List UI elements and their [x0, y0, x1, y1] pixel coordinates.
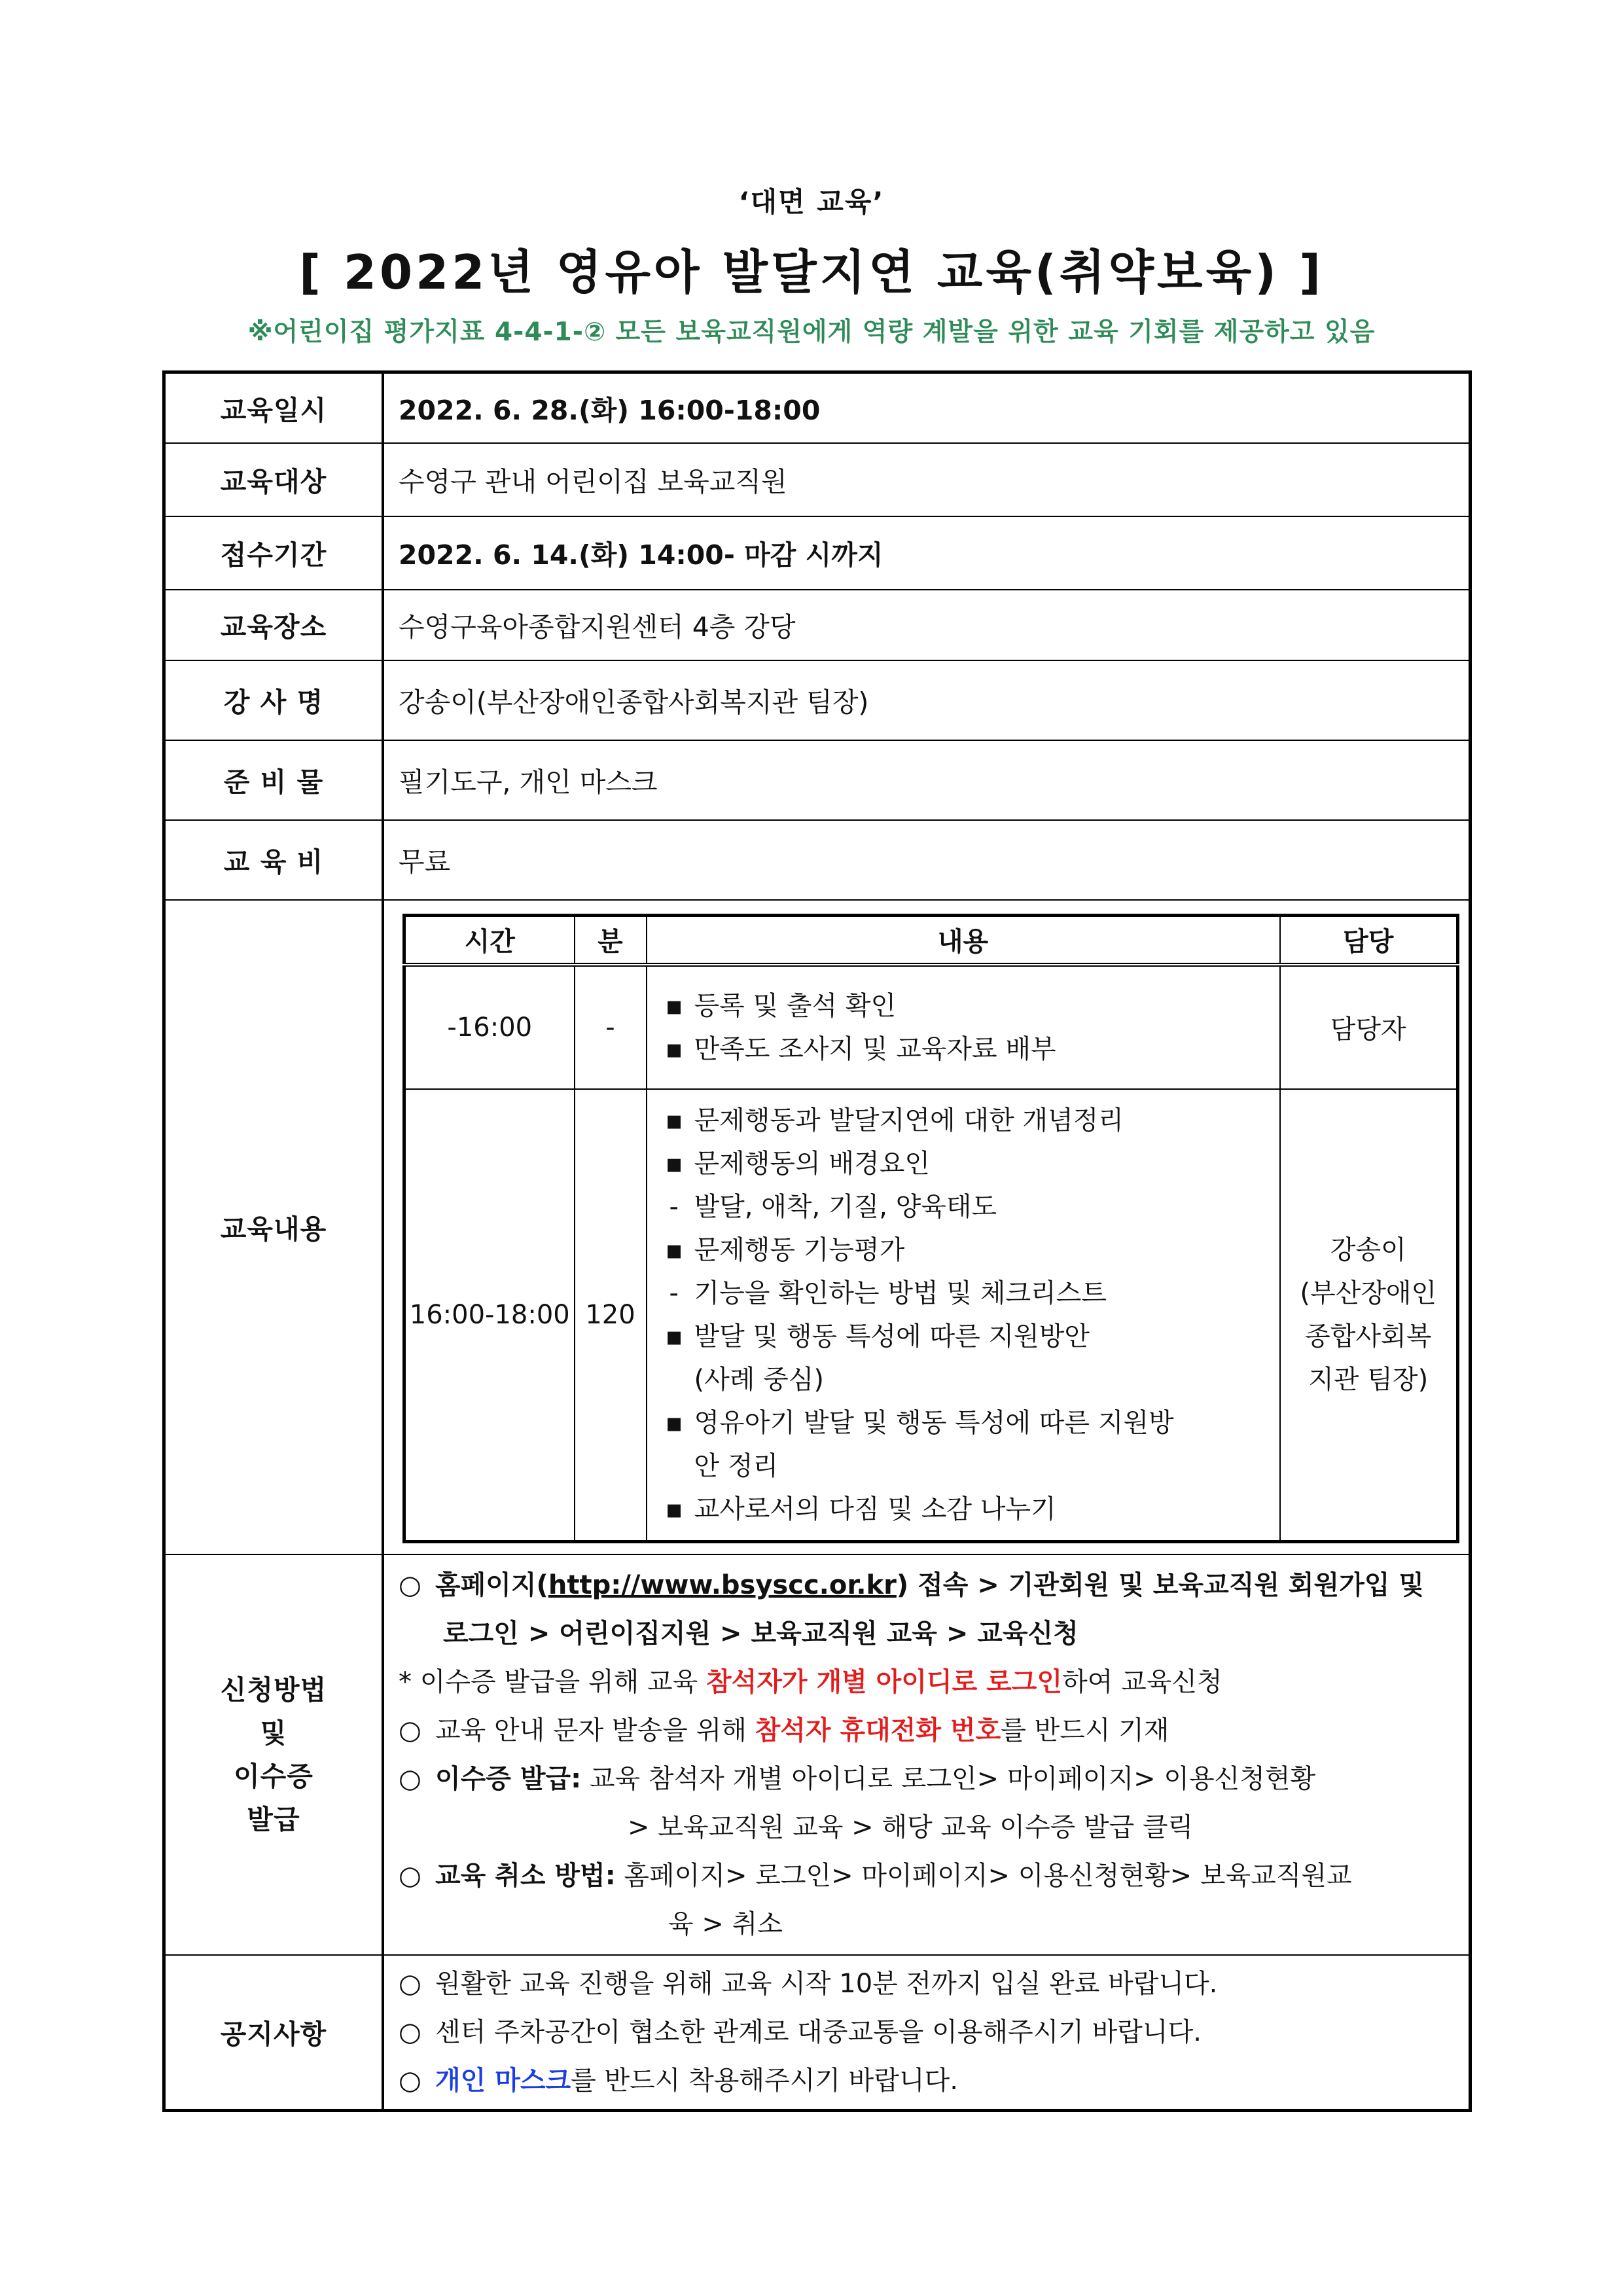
apply-text: 교육 참석자 개별 아이디로 로그인> 마이페이지> 이용신청현황 — [581, 1763, 1316, 1794]
apply-line — [399, 1561, 1454, 1609]
apply-line — [399, 1755, 1454, 1803]
list-item: ▪ 발달 및 행동 특성에 따른 지원방안 — [664, 1315, 1269, 1358]
apply-text: 홈페이지> 로그인> 마이페이지> 이용신청현황> 보육교직원교 — [615, 1860, 1352, 1891]
apply-text: 홈페이지( — [435, 1570, 548, 1600]
col-content-header: 내용 — [647, 915, 1280, 965]
date-value: 2022. 6. 28.(화) 16:00-18:00 — [383, 372, 1471, 443]
list-item-continuation: (사례 중심) — [694, 1364, 824, 1395]
row-content — [164, 900, 1471, 1554]
list-item: ▪ 만족도 조사지 및 교육자료 배부 — [664, 1028, 1269, 1071]
circle-bullet-icon: ○ — [399, 1968, 421, 1999]
schedule-row — [404, 965, 1458, 1089]
content-list — [664, 984, 1269, 1071]
mask-highlight: 개인 마스크 — [435, 2065, 571, 2096]
fee-value: 무료 — [383, 820, 1471, 900]
supplies-label: 준 비 물 — [164, 740, 383, 820]
row-fee — [164, 820, 1471, 900]
list-item: ▪ 교사로서의 다짐 및 소감 나누기 — [664, 1488, 1269, 1531]
notice-text: 원활한 교육 진행을 위해 교육 시작 10분 전까지 입실 완료 바랍니다. — [435, 1968, 1218, 1999]
apply-line: > 보육교직원 교육 > 해당 교육 이수증 발급 클릭 — [628, 1812, 1194, 1842]
list-item: ▪ 문제행동 기능평가 — [664, 1229, 1269, 1272]
apply-label-line: 발급 — [247, 1803, 300, 1835]
row-lecturer — [164, 660, 1471, 740]
schedule-owner: 담당자 — [1280, 965, 1458, 1089]
notice-label: 공지사항 — [164, 1955, 383, 2111]
content-list — [664, 1099, 1269, 1531]
circle-bullet-icon: ○ — [399, 1715, 421, 1746]
row-date — [164, 372, 1471, 443]
cancel-heading: 교육 취소 방법: — [435, 1860, 616, 1891]
registration-value: 2022. 6. 14.(화) 14:00- 마감 시까지 — [383, 516, 1471, 590]
certificate-heading: 이수증 발급: — [435, 1763, 582, 1794]
list-sub-item: - 발달, 애착, 기질, 양육태도 — [664, 1185, 1269, 1229]
owner-line: (부산장애인 — [1300, 1278, 1437, 1308]
row-apply — [164, 1554, 1471, 1955]
apply-text: 교육 안내 문자 발송을 위해 — [435, 1715, 755, 1746]
row-notice — [164, 1955, 1471, 2111]
schedule-header-row — [404, 915, 1458, 965]
highlight-text: 참석자 휴대전화 번호 — [755, 1715, 1001, 1746]
notice-line — [399, 1960, 1454, 2008]
apply-line: 육 > 취소 — [668, 1909, 783, 1939]
owner-line: 강송이 — [1330, 1234, 1406, 1265]
schedule-cell — [383, 900, 1471, 1554]
apply-label-line: 및 — [260, 1717, 287, 1749]
col-time-header: 시간 — [404, 915, 575, 965]
apply-label-line: 신청방법 — [220, 1674, 327, 1706]
apply-text: ) 접속 > 기관회원 및 보육교직원 회원가입 및 — [896, 1570, 1425, 1600]
schedule-time: -16:00 — [404, 965, 575, 1089]
circle-bullet-icon: ○ — [399, 1860, 421, 1891]
apply-label — [164, 1554, 383, 1955]
apply-line — [399, 1852, 1454, 1900]
schedule-table — [402, 914, 1459, 1543]
list-item: ▪ 문제행동의 배경요인 — [664, 1142, 1269, 1185]
col-minutes-header: 분 — [575, 915, 647, 965]
fee-label: 교 육 비 — [164, 820, 383, 900]
target-value: 수영구 관내 어린이집 보육교직원 — [383, 443, 1471, 516]
registration-label: 접수기간 — [164, 516, 383, 590]
row-supplies — [164, 740, 1471, 820]
page-title: [ 2022년 영유아 발달지연 교육(취약보육) ] — [298, 245, 1325, 300]
list-item-continuation: 안 정리 — [694, 1450, 779, 1481]
content-label: 교육내용 — [164, 900, 383, 1554]
place-label: 교육장소 — [164, 590, 383, 660]
list-item: ▪ 등록 및 출석 확인 — [664, 984, 1269, 1028]
schedule-content — [647, 965, 1280, 1089]
col-owner-header: 담당 — [1280, 915, 1458, 965]
apply-label-line: 이수증 — [234, 1760, 313, 1792]
date-label: 교육일시 — [164, 372, 383, 443]
place-value: 수영구육아종합지원센터 4층 강당 — [383, 590, 1471, 660]
circle-bullet-icon: ○ — [399, 2017, 421, 2047]
apply-line — [399, 1706, 1454, 1755]
target-label: 교육대상 — [164, 443, 383, 516]
schedule-content — [647, 1089, 1280, 1542]
notice-text: 를 반드시 착용해주시기 바랍니다. — [571, 2065, 958, 2096]
education-info-table — [162, 370, 1472, 2112]
evaluation-note: ※어린이집 평가지표 4-4-1-② 모든 보육교직원에게 역량 계발을 위한 교육 기회를 제공하고 있음 — [247, 317, 1376, 347]
notice-line — [399, 2056, 1454, 2105]
lecturer-label: 강 사 명 — [164, 660, 383, 740]
owner-line: 종합사회복 — [1305, 1321, 1432, 1352]
apply-text: * 이수증 발급을 위해 교육 — [399, 1666, 706, 1697]
apply-text: 하여 교육신청 — [1062, 1666, 1222, 1697]
schedule-owner — [1280, 1089, 1458, 1542]
apply-line — [399, 1658, 1454, 1706]
schedule-minutes: 120 — [575, 1089, 647, 1542]
apply-cell — [383, 1554, 1471, 1955]
homepage-link[interactable]: http://www.bsyscc.or.kr — [548, 1570, 897, 1600]
list-item: ▪ 영유아기 발달 및 행동 특성에 따른 지원방 — [664, 1401, 1269, 1444]
circle-bullet-icon: ○ — [399, 2065, 421, 2096]
notice-line — [399, 2008, 1454, 2056]
apply-line: 로그인 > 어린이집지원 > 보육교직원 교육 > 교육신청 — [443, 1618, 1079, 1649]
owner-line: 지관 팀장) — [1308, 1364, 1429, 1395]
row-target — [164, 443, 1471, 516]
notice-cell — [383, 1955, 1471, 2111]
schedule-row — [404, 1089, 1458, 1542]
circle-bullet-icon: ○ — [399, 1763, 421, 1794]
circle-bullet-icon: ○ — [399, 1570, 421, 1600]
schedule-time: 16:00-18:00 — [404, 1089, 575, 1542]
lecturer-value: 강송이(부산장애인종합사회복지관 팀장) — [383, 660, 1471, 740]
supplies-value: 필기도구, 개인 마스크 — [383, 740, 1471, 820]
list-sub-item: - 기능을 확인하는 방법 및 체크리스트 — [664, 1272, 1269, 1315]
education-type-label: ‘대면 교육’ — [738, 186, 885, 218]
row-registration — [164, 516, 1471, 590]
apply-text: 를 반드시 기재 — [1001, 1715, 1169, 1746]
list-item: ▪ 문제행동과 발달지연에 대한 개념정리 — [664, 1099, 1269, 1142]
row-place — [164, 590, 1471, 660]
schedule-minutes: - — [575, 965, 647, 1089]
highlight-text: 참석자가 개별 아이디로 로그인 — [705, 1666, 1063, 1697]
notice-text: 센터 주차공간이 협소한 관계로 대중교통을 이용해주시기 바랍니다. — [435, 2017, 1202, 2047]
